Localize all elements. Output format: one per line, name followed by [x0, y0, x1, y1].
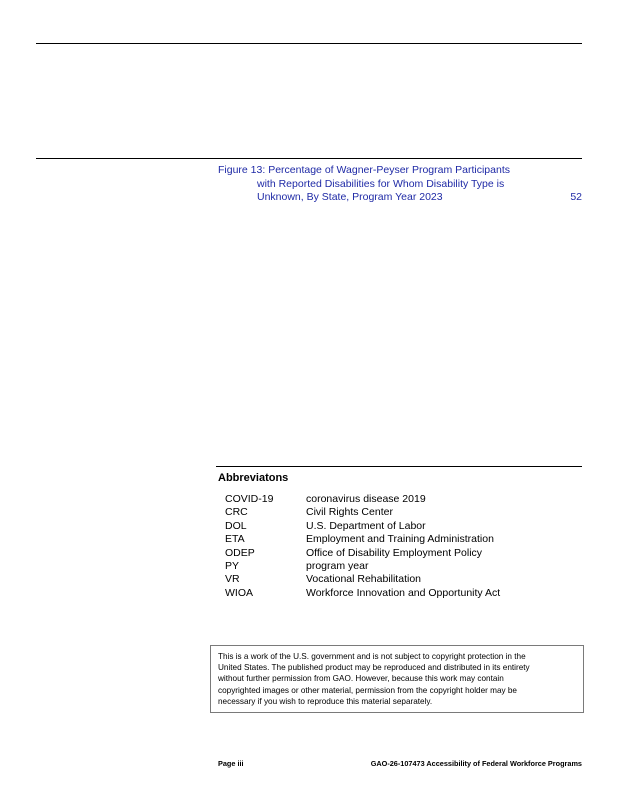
- footer-document-label: GAO-26-107473 Accessibility of Federal Workforce Programs: [370, 759, 582, 768]
- copyright-line: without further permission from GAO. However, because this work may contain: [218, 674, 504, 684]
- abbreviation-definition: coronavirus disease 2019: [306, 493, 426, 505]
- abbreviation-term: WIOA: [225, 586, 253, 599]
- copyright-notice: [210, 645, 584, 713]
- toc-entry-figure-13[interactable]: [218, 164, 584, 205]
- abbreviation-term: DOL: [225, 519, 247, 532]
- top-divider: [36, 43, 582, 44]
- abbreviation-definition: Workforce Innovation and Opportunity Act: [306, 586, 501, 599]
- abbreviation-definition: U.S. Department of Labor: [306, 519, 426, 532]
- footer-page-label: Page iii: [218, 759, 244, 768]
- toc-page-number: 52: [570, 191, 582, 203]
- abbreviation-term: ODEP: [225, 546, 255, 559]
- copyright-line: This is a work of the U.S. government and is not subject to copyright protection in the: [218, 652, 526, 661]
- copyright-line: necessary if you wish to reproduce this material separately.: [218, 696, 433, 706]
- abbreviation-term: VR: [225, 573, 240, 586]
- abbreviation-row: [225, 506, 500, 519]
- copyright-line: United States. The published product may be reproduced and distributed in its entirety: [218, 663, 530, 673]
- abbreviation-row: [225, 547, 500, 560]
- toc-figure-title-line-2: with Reported Disabilities for Whom Disability Type is: [257, 177, 505, 190]
- abbreviation-term: ETA: [225, 533, 245, 546]
- toc-figure-title-line-3: Unknown, By State, Program Year 2023: [257, 191, 443, 203]
- copyright-line: copyrighted images or other material, permission from the copyright holder may be: [218, 685, 517, 695]
- abbreviation-definition: Office of Disability Employment Policy: [306, 546, 483, 559]
- abbreviations-list: [225, 493, 500, 600]
- abbreviation-definition: Vocational Rehabilitation: [306, 573, 421, 586]
- abbreviation-definition: program year: [306, 560, 369, 573]
- abbreviation-definition: Employment and Training Administration: [306, 533, 494, 546]
- abbreviation-term: CRC: [225, 506, 248, 519]
- abbreviation-term: COVID-19: [225, 493, 274, 505]
- abbreviation-row: [225, 533, 500, 546]
- abbreviation-term: PY: [225, 560, 240, 573]
- toc-figure-title-line-1: Figure 13: Percentage of Wagner-Peyser Program Participants: [218, 164, 510, 176]
- abbreviation-row: [225, 587, 500, 600]
- abbreviation-row: [225, 560, 500, 573]
- abbreviation-row: [225, 573, 500, 586]
- section-divider: [36, 158, 582, 159]
- abbreviations-heading: Abbreviatons: [218, 472, 289, 484]
- abbreviation-definition: Civil Rights Center: [306, 506, 393, 519]
- abbreviation-row: [225, 493, 500, 506]
- abbreviation-row: [225, 520, 500, 533]
- abbreviations-divider: [216, 466, 582, 467]
